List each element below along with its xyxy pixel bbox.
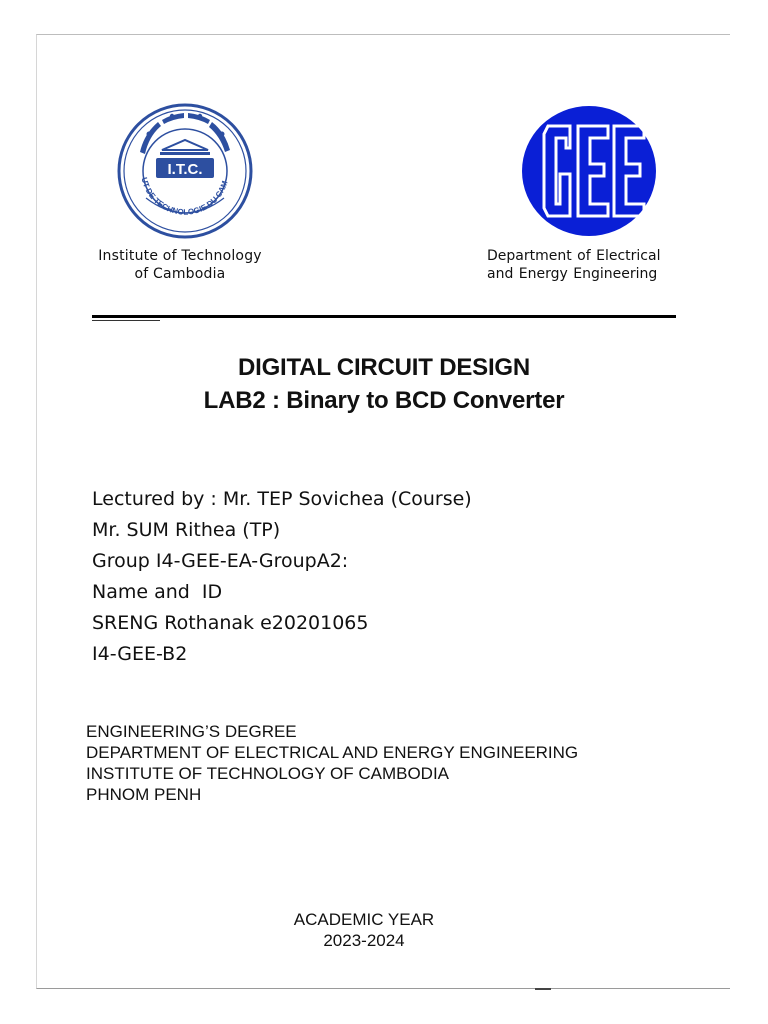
degree-info [86, 721, 686, 805]
header-divider-accent [92, 320, 160, 321]
academic-year-value: 2023-2024 [323, 931, 405, 950]
course-title: DIGITAL CIRCUIT DESIGN [237, 354, 531, 381]
degree-line1: ENGINEERING’S DEGREE [86, 722, 297, 741]
department-name-line1: Department of Electrical [487, 248, 661, 264]
degree-line3: INSTITUTE OF TECHNOLOGY OF CAMBODIA [86, 764, 450, 783]
itc-logo [116, 102, 254, 240]
group-line: Group I4-GEE-EA-GroupA2: [92, 550, 349, 572]
author-info [92, 484, 652, 670]
institute-name [60, 247, 300, 283]
degree-line4: PHNOM PENH [86, 785, 202, 804]
lecturer-line: Lectured by : Mr. TEP Sovichea (Course) [92, 488, 472, 510]
student-line: SRENG Rothanak e20201065 [92, 612, 369, 634]
academic-year-label: ACADEMIC YEAR [293, 910, 435, 929]
gee-logo-icon [520, 104, 658, 238]
degree-line2: DEPARTMENT OF ELECTRICAL AND ENERGY ENGINEERING [86, 743, 579, 762]
department-name-line2: and Energy Engineering [487, 266, 658, 282]
header-divider [92, 315, 676, 318]
document-title [0, 352, 768, 418]
lab-title: LAB2 : Binary to BCD Converter [203, 387, 565, 414]
department-name [487, 247, 707, 283]
gee-logo [520, 104, 658, 238]
class-line: I4-GEE-B2 [92, 643, 188, 665]
itc-logo-lettering: I.T.C. [167, 161, 203, 178]
tp-lecturer-line: Mr. SUM Rithea (TP) [92, 519, 281, 541]
institute-name-line1: Institute of Technology [98, 248, 262, 264]
academic-year [0, 909, 728, 951]
itc-logo-icon [116, 102, 254, 240]
page-edge-mark [535, 988, 551, 990]
institute-name-line2: of Cambodia [134, 266, 226, 282]
name-id-heading: Name and ID [92, 581, 223, 603]
itc-ring-lettering: UT DE TECHNOLOGIE DU CAM [139, 176, 230, 217]
